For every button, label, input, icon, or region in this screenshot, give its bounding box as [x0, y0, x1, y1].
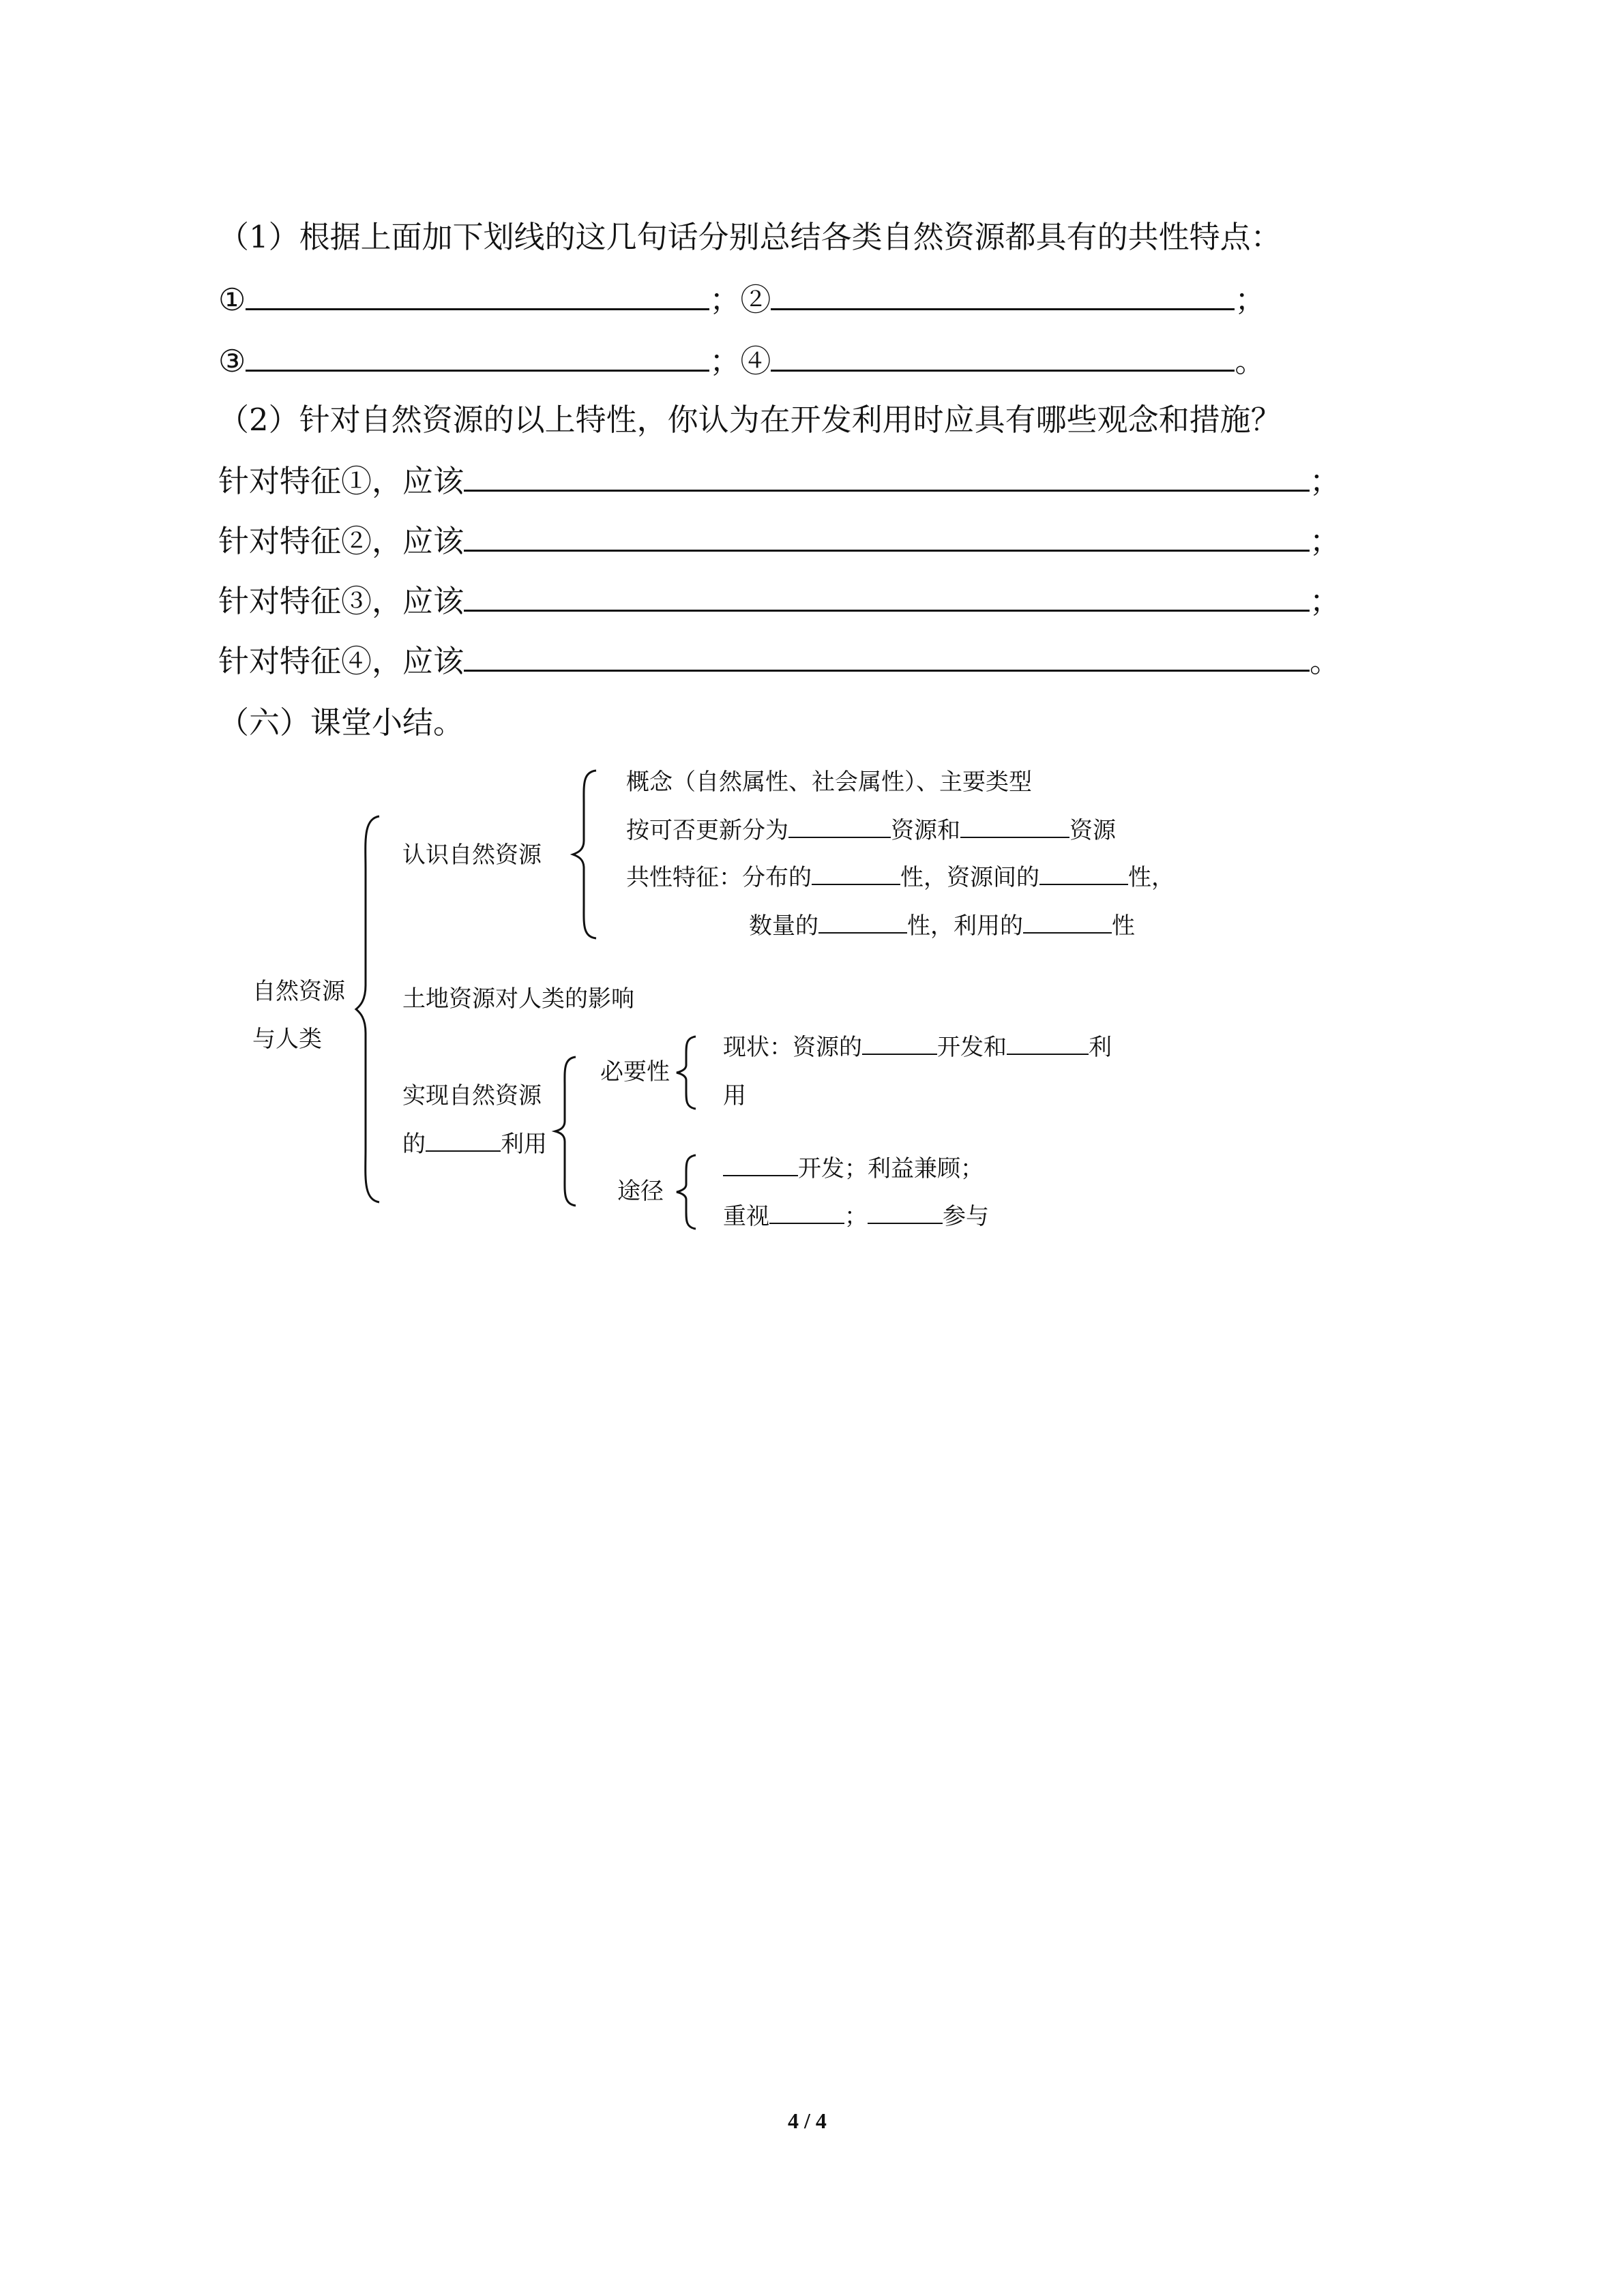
branch3-label-line1: 实现自然资源 — [402, 1082, 542, 1109]
q2-end-2: ； — [1310, 523, 1341, 559]
renewable-prefix: 按可否更新分为 — [626, 817, 788, 844]
q1-line-2 — [218, 341, 1265, 382]
q2-line-2 — [218, 521, 1340, 562]
blank-feature-4[interactable] — [1023, 932, 1112, 934]
blank-need-1[interactable] — [862, 1054, 937, 1055]
branch1-label: 认识自然资源 — [402, 841, 542, 869]
branch3-use: 利用 — [501, 1131, 547, 1158]
way-label: 途径 — [617, 1178, 664, 1205]
need-label: 必要性 — [600, 1058, 670, 1086]
branch3-de: 的 — [402, 1131, 426, 1158]
q2-end-3: ； — [1310, 583, 1341, 619]
root-label-line1: 自然资源 — [252, 978, 345, 1005]
q2-line-1 — [218, 461, 1340, 502]
page-number: 4 / 4 — [788, 2108, 827, 2133]
blank-renewable-2[interactable] — [960, 837, 1069, 838]
need-line2: 用 — [723, 1082, 746, 1109]
q2-label-2: 针对特征②，应该 — [218, 523, 464, 559]
need-mid: 开发和 — [937, 1034, 1007, 1061]
q2-blank-3[interactable] — [464, 610, 1310, 612]
blank-way-1[interactable] — [723, 1175, 798, 1176]
renewable-suffix: 资源 — [1069, 817, 1116, 844]
q1-end-2: 。 — [1235, 343, 1266, 379]
q2-line-3 — [218, 581, 1340, 622]
way-mid: ； — [844, 1203, 868, 1230]
q1-blank-3[interactable] — [246, 370, 709, 372]
blank-feature-2[interactable] — [1039, 884, 1128, 885]
way-line1 — [723, 1154, 984, 1184]
quantity-suffix: 性 — [1112, 912, 1135, 940]
need-line1 — [723, 1032, 1112, 1062]
q1-sep-2: ；② — [709, 282, 771, 318]
features-suffix: 性， — [1128, 864, 1175, 891]
q1-prompt: （1）根据上面加下划线的这几句话分别总结各类自然资源都具有的共性特点： — [218, 219, 1282, 255]
branch1-item-features — [626, 863, 1175, 893]
blank-need-2[interactable] — [1007, 1054, 1089, 1055]
q1-circle-1: ① — [218, 282, 246, 318]
blank-feature-3[interactable] — [818, 932, 907, 934]
q1-sep-4: ；④ — [709, 343, 771, 379]
need-brace — [675, 1035, 698, 1110]
way-suffix: 参与 — [943, 1203, 989, 1230]
branch1-brace — [572, 769, 599, 940]
q2-end-4: 。 — [1310, 643, 1341, 679]
need-suffix: 利 — [1089, 1034, 1112, 1061]
blank-feature-1[interactable] — [812, 884, 900, 885]
features-prefix: 共性特征：分布的 — [626, 864, 812, 891]
branch2-label: 土地资源对人类的影响 — [402, 985, 634, 1013]
q2-blank-2[interactable] — [464, 550, 1310, 552]
q2-blank-4[interactable] — [464, 670, 1310, 672]
way-prefix: 重视 — [723, 1203, 769, 1230]
q1-circle-3: ③ — [218, 343, 246, 379]
q1-blank-2[interactable] — [771, 308, 1235, 310]
renewable-mid: 资源和 — [891, 817, 960, 844]
quantity-prefix: 数量的 — [749, 912, 818, 940]
branch1-item-concept: 概念（自然属性、社会属性）、主要类型 — [626, 769, 1032, 796]
summary-heading: （六）课堂小结。 — [218, 704, 464, 741]
q1-blank-1[interactable] — [246, 308, 709, 310]
branch1-item-quantity — [749, 911, 1135, 941]
root-label-line2: 与人类 — [252, 1026, 322, 1053]
q2-line-4 — [218, 641, 1340, 682]
q2-end-1: ； — [1310, 463, 1341, 499]
way-brace — [675, 1154, 698, 1230]
q1-blank-4[interactable] — [771, 370, 1235, 372]
quantity-mid: 性，利用的 — [907, 912, 1023, 940]
branch3-label-line2 — [402, 1129, 547, 1159]
blank-way-3[interactable] — [868, 1223, 943, 1224]
root-brace — [355, 815, 382, 1204]
q1-line-1 — [218, 280, 1265, 320]
q2-label-3: 针对特征③，应该 — [218, 583, 464, 619]
q2-prompt: （2）针对自然资源的以上特性，你认为在开发利用时应具有哪些观念和措施？ — [218, 402, 1282, 438]
way-line2 — [723, 1202, 989, 1232]
way-line1-text: 开发；利益兼顾； — [798, 1155, 984, 1182]
q2-label-4: 针对特征④，应该 — [218, 643, 464, 679]
need-prefix: 现状：资源的 — [723, 1034, 862, 1061]
q2-blank-1[interactable] — [464, 490, 1310, 492]
blank-renewable-1[interactable] — [788, 837, 891, 838]
q1-end-1: ； — [1235, 282, 1266, 318]
blank-sustainable[interactable] — [426, 1150, 501, 1152]
blank-way-2[interactable] — [769, 1223, 844, 1224]
branch1-item-renewable — [626, 816, 1116, 846]
features-mid: 性，资源间的 — [900, 864, 1039, 891]
q2-label-1: 针对特征①，应该 — [218, 463, 464, 499]
branch3-brace — [554, 1056, 578, 1207]
